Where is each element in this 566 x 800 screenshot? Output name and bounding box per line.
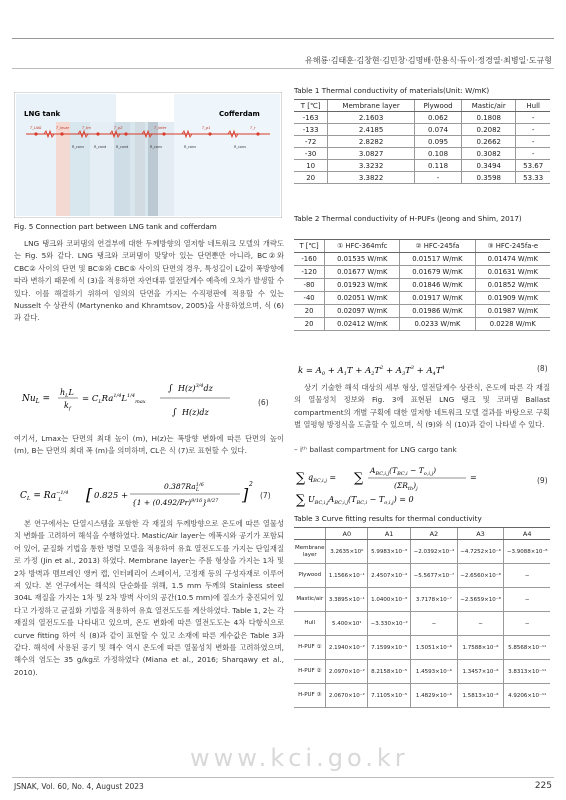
table-cell: 0.01631 W/mK bbox=[475, 266, 550, 279]
svg-text:2: 2 bbox=[249, 481, 253, 488]
table-cell: 0.02051 W/mK bbox=[325, 292, 400, 305]
table-cell: 0.0233 W/mK bbox=[400, 318, 475, 331]
header-rule bbox=[12, 68, 554, 69]
svg-text:T_p1: T_p1 bbox=[202, 126, 211, 130]
table-row bbox=[294, 540, 550, 564]
table-cell: 1.5051×10⁻⁶ bbox=[411, 636, 458, 660]
table-cell: 0.01917 W/mK bbox=[400, 292, 475, 305]
svg-text:kf: $k_f$ bbox=[64, 401, 71, 412]
paragraph-5: – iᵗʰ ballast compartment for LNG cargo tank bbox=[294, 445, 457, 454]
page-number: 225 bbox=[534, 781, 552, 791]
table-cell: 8.2158×10⁻⁵ bbox=[368, 660, 411, 684]
table3-header: A1 bbox=[368, 528, 411, 540]
table2-caption: Table 2 Thermal conductivity of H-PUFs (Jeong and Shim, 2017) bbox=[294, 214, 522, 223]
table-row bbox=[294, 588, 550, 612]
svg-text:{1 + (0.492/Pr)9/16}8/27: $\{1 + (0.492/Pr)^{9/16}\}^{8/27}$ bbox=[132, 498, 219, 507]
table-cell: Plywood bbox=[294, 564, 326, 588]
table-cell: - bbox=[516, 112, 550, 124]
table-cell: 0.01846 W/mK bbox=[400, 279, 475, 292]
table-row bbox=[294, 305, 550, 318]
table-cell: 0.3082 bbox=[462, 148, 516, 160]
paragraph-3: 본 연구에서는 단열시스템을 포함한 각 재질의 두께방향으로 온도에 따른 열물성치 변화를 고려하여 해석을 수행하였다. Mastic/Air layer는 에폭시와 공기가 포함되어 있어, 균질화 기법을 통한 병렬 모델을 적용하여 유효 열전도도를 가지는 단일재질로 가정 (Jin et al., 2013) 하였다. Membrane layer는 주름 형상을 가지는 1차 및 2차 방벽과 멤브레인 앵커 캡, 인터페리어 스페이서, 고정재 등의 구성자재로 이루어져 있다. 본 연구에서는 해석의 단순화를 위해, 1.5 mm 두께의 Stainless steel 304L 재질을 가지는 1차 및 2차 방벽 사이의 공간(10.5 mm)에 질소가 충진되어 있다고 가정하고 균질화 기법을 적용하여 유효 열전도도를 계산하였다. Table 1, 2는 각 재질의 열전도도를 나타내고 있으며, 온도 변화에 따른 열전도도는 4차 다항식으로 curve fitting 하여 식 (8)과 같이 표현할 수 있고 소재에 따른 계수값은 Table 3과 같다. 해석에 사용된 공기 및 해수 역시 온도에 따른 열물성치 변화를 고려하였으며, 해수의 염도는 35 g/kg로 가정하였다 (Miana et al., 2016; Sharqawy et al., 2010). bbox=[14, 519, 284, 677]
table-cell: 1.0400×10⁻³ bbox=[368, 588, 411, 612]
table-cell: 0.01986 W/mK bbox=[400, 305, 475, 318]
table-cell: 2.4185 bbox=[328, 124, 415, 136]
svg-text:=: = bbox=[470, 473, 477, 482]
table-cell: 0.062 bbox=[414, 112, 461, 124]
table-cell: 2.1603 bbox=[328, 112, 415, 124]
table-cell: 0.2082 bbox=[462, 124, 516, 136]
table-cell: 0.01987 W/mK bbox=[475, 305, 550, 318]
table-cell: 3.0827 bbox=[328, 148, 415, 160]
table-row bbox=[294, 136, 550, 148]
table-row bbox=[294, 318, 550, 331]
table-cell: 3.2635×10⁰ bbox=[326, 540, 368, 564]
table1-header: Membrane layer bbox=[328, 100, 415, 112]
table-cell: 20 bbox=[294, 172, 328, 184]
svg-text:T_invar: T_invar bbox=[56, 126, 70, 130]
table-cell: 0.01679 W/mK bbox=[400, 266, 475, 279]
table3-header bbox=[294, 528, 326, 540]
table-cell: 1.4593×10⁻⁶ bbox=[411, 660, 458, 684]
equation-6 bbox=[20, 363, 240, 433]
table-cell: 0.01474 W/mK bbox=[475, 253, 550, 266]
table-cell: 2.0970×10⁻² bbox=[326, 660, 368, 684]
table-cell: 0.118 bbox=[414, 160, 461, 172]
table-cell: −2.6560×10⁻⁸ bbox=[457, 564, 504, 588]
equation-7 bbox=[18, 474, 258, 514]
table-cell: 2.1940×10⁻² bbox=[326, 636, 368, 660]
table-cell: - bbox=[516, 124, 550, 136]
svg-text:hLL: $h_LL$ bbox=[60, 388, 74, 399]
table-row bbox=[294, 148, 550, 160]
svg-text:T_LNG: T_LNG bbox=[30, 126, 42, 130]
svg-text:]: ] bbox=[242, 485, 249, 504]
table-3 bbox=[294, 527, 550, 708]
svg-text:T_inter: T_inter bbox=[154, 126, 167, 130]
table3-header: A2 bbox=[411, 528, 458, 540]
table-cell: Mastic/air bbox=[294, 588, 326, 612]
table1-header: T [℃] bbox=[294, 100, 328, 112]
svg-text:0.387Ra1/6L: $0.387Ra^{1/6}$ L bbox=[164, 482, 204, 493]
table-cell: 4.9206×10⁻¹¹ bbox=[504, 684, 550, 708]
svg-text:qBC,i,j =: $q_{BC,i,j}$ = bbox=[308, 473, 337, 484]
table-cell: − bbox=[504, 564, 550, 588]
table-cell: H-PUF ③ bbox=[294, 684, 326, 708]
table-cell: −5.5677×10⁻⁷ bbox=[411, 564, 458, 588]
table-cell: 5.8568×10⁻¹¹ bbox=[504, 636, 550, 660]
table-row bbox=[294, 612, 550, 636]
table-cell: 0.108 bbox=[414, 148, 461, 160]
table-cell: 0.1808 bbox=[462, 112, 516, 124]
table-cell: 7.1599×10⁻⁵ bbox=[368, 636, 411, 660]
table3-header: A4 bbox=[504, 528, 550, 540]
table-cell: 1.1566×10⁻¹ bbox=[326, 564, 368, 588]
table-cell: Hull bbox=[294, 612, 326, 636]
table-row bbox=[294, 279, 550, 292]
svg-text:∫: ∫ bbox=[168, 384, 173, 394]
svg-text:R_conv: R_conv bbox=[234, 145, 247, 149]
table-cell: 3.3895×10⁻¹ bbox=[326, 588, 368, 612]
svg-text:0.825 +: 0.825 + bbox=[94, 491, 129, 501]
table-row bbox=[294, 124, 550, 136]
equation-9-number: (9) bbox=[537, 476, 548, 485]
svg-text:H(z)3/4dz: $H(z)^{3/4}dz$ bbox=[178, 383, 213, 393]
svg-text:T_r: T_r bbox=[250, 126, 256, 130]
svg-text:NuL =: $Nu_L$ = bbox=[22, 394, 51, 405]
table-cell: 53.33 bbox=[516, 172, 550, 184]
table-row bbox=[294, 564, 550, 588]
svg-text:(ΣRth)j: $(\Sigma R_{th})_j$ bbox=[394, 481, 418, 492]
table-cell: 0.01852 W/mK bbox=[475, 279, 550, 292]
table-cell: - bbox=[516, 148, 550, 160]
table-row bbox=[294, 660, 550, 684]
table-cell: 0.01535 W/mK bbox=[325, 253, 400, 266]
table-cell: 5.400×10¹ bbox=[326, 612, 368, 636]
svg-text:R_conv: R_conv bbox=[150, 145, 163, 149]
table-2 bbox=[294, 239, 550, 331]
table-cell: H-PUF ② bbox=[294, 660, 326, 684]
svg-text:∑: ∑ bbox=[354, 471, 364, 486]
table-cell: -133 bbox=[294, 124, 328, 136]
table-cell: 0.0228 W/mK bbox=[475, 318, 550, 331]
table-row bbox=[294, 684, 550, 708]
svg-text:H(z)dz: H(z)dz bbox=[182, 408, 209, 417]
table-cell: 3.3232 bbox=[328, 160, 415, 172]
svg-text:T_p2: T_p2 bbox=[114, 126, 123, 130]
table-cell: −3.330×10⁻² bbox=[368, 612, 411, 636]
table-cell: 5.9983×10⁻³ bbox=[368, 540, 411, 564]
table-cell: 0.074 bbox=[414, 124, 461, 136]
svg-text:T_tm: T_tm bbox=[82, 126, 91, 130]
table-cell: 0.01923 W/mK bbox=[325, 279, 400, 292]
table-row bbox=[294, 160, 550, 172]
table1-header: Hull bbox=[516, 100, 550, 112]
svg-text:R_conv: R_conv bbox=[184, 145, 197, 149]
table-1 bbox=[294, 99, 550, 184]
equation-8 bbox=[296, 360, 526, 380]
table1-header: Plywood bbox=[414, 100, 461, 112]
page-authors: 유해룡·김태훈·김창현·김민창·김명배·한용식·듀이·정경열·최병일·도규형 bbox=[305, 56, 552, 65]
table-cell: 1.5813×10⁻⁸ bbox=[457, 684, 504, 708]
table-row bbox=[294, 636, 550, 660]
table-cell: 0.2662 bbox=[462, 136, 516, 148]
table-cell: - bbox=[516, 136, 550, 148]
cofferdam-label: Cofferdam bbox=[219, 110, 260, 118]
table-cell: 20 bbox=[294, 305, 325, 318]
figure-5-caption: Fig. 5 Connection part between LNG tank and cofferdam bbox=[14, 222, 217, 231]
lng-tank-label: LNG tank bbox=[24, 110, 61, 118]
figure-5 bbox=[14, 92, 282, 218]
table-row bbox=[294, 292, 550, 305]
table2-header: ③ HFC-245fa-e bbox=[475, 240, 550, 253]
table2-header: ① HFC-364mfc bbox=[325, 240, 400, 253]
table-cell: − bbox=[504, 588, 550, 612]
table1-caption: Table 1 Thermal conductivity of materials(Unit: W/mK) bbox=[294, 86, 490, 95]
equation-7-number: (7) bbox=[260, 491, 271, 500]
table2-header: ② HFC-245fa bbox=[400, 240, 475, 253]
table-cell: 0.01517 W/mK bbox=[400, 253, 475, 266]
footer-rule bbox=[12, 777, 554, 778]
table-cell: 1.4829×10⁻⁶ bbox=[411, 684, 458, 708]
table-cell: 3.8313×10⁻¹¹ bbox=[504, 660, 550, 684]
table-cell: −4.7252×10⁻⁶ bbox=[457, 540, 504, 564]
table-cell: 0.3598 bbox=[462, 172, 516, 184]
header-rule-top bbox=[12, 38, 554, 39]
svg-text:[: [ bbox=[86, 485, 93, 504]
table-cell: − bbox=[504, 612, 550, 636]
table-cell: 0.095 bbox=[414, 136, 461, 148]
paragraph-1: LNG 탱크와 코퍼댐의 연결부에 대한 두께방향의 열저항 네트워크 모델의 개략도는 Fig. 5와 같다. LNG 탱크와 코퍼댐이 맞닿아 있는 단면뿐만 아니라, BC②와 CBC② 사이의 단면 및 BC⑤와 CBC⑤ 사이의 단면의 경우, 특성길이 L값이 폭방향에 따라 변하기 때문에 식 (3)을 적용하면 자연대류 열전달계수 예측에 오차가 발생할 수 있다. 이를 해결하기 위하여 임의의 단면을 가지는 수직평판에 적용할 수 있는 Nusselt 수 상관식 (Martynenko and Khramtsov, 2005)을 사용하였으며, 식 (6)과 같다. bbox=[14, 239, 284, 323]
table-cell: H-PUF ① bbox=[294, 636, 326, 660]
table-row bbox=[294, 266, 550, 279]
svg-text:UBC,i,jABC,i,j(TBC,i − To,i,j): $U_{BC,i,j}A_{BC,i,j}(T_{BC,i} - T_{o,i,j}) = 0$ bbox=[308, 495, 414, 506]
journal-info: JSNAK, Vol. 60, No. 4, August 2023 bbox=[14, 782, 144, 791]
svg-text:CL = Ra−1/4L: $C_L = Ra^{-1/4}$ L bbox=[20, 490, 69, 503]
table-cell: 0.01909 W/mK bbox=[475, 292, 550, 305]
equation-8-number: (8) bbox=[537, 364, 548, 373]
svg-text:R_cond: R_cond bbox=[116, 145, 129, 149]
table-cell: 53.67 bbox=[516, 160, 550, 172]
table-cell: − bbox=[411, 612, 458, 636]
table-cell: 10 bbox=[294, 160, 328, 172]
table3-caption: Table 3 Curve fitting results for thermal conductivity bbox=[294, 514, 482, 523]
table-cell: Membrane layer bbox=[294, 540, 326, 564]
table-cell: -80 bbox=[294, 279, 325, 292]
table-row bbox=[294, 253, 550, 266]
table-cell: −3.9088×10⁻⁸ bbox=[504, 540, 550, 564]
table-cell: 2.4507×10⁻⁴ bbox=[368, 564, 411, 588]
table-cell: − bbox=[457, 612, 504, 636]
table-cell: −2.5659×10⁻⁸ bbox=[457, 588, 504, 612]
table-cell: 1.7588×10⁻⁸ bbox=[457, 636, 504, 660]
svg-text:R_conv: R_conv bbox=[72, 145, 85, 149]
watermark: www.kci.go.kr bbox=[190, 744, 409, 772]
table-row bbox=[294, 172, 550, 184]
table-cell: -160 bbox=[294, 253, 325, 266]
svg-text:ABC,i,j(TBC,i − To,i,j): $A_{BC,i,j}(T_{BC,i} - T_{o,i,j})$ bbox=[370, 466, 437, 477]
table-cell: 7.1105×10⁻⁵ bbox=[368, 684, 411, 708]
svg-text:∫: ∫ bbox=[172, 408, 177, 418]
table3-header: A3 bbox=[457, 528, 504, 540]
table-cell: 3.3822 bbox=[328, 172, 415, 184]
table-cell: 3.7178×10⁻⁷ bbox=[411, 588, 458, 612]
table2-header: T [℃] bbox=[294, 240, 325, 253]
table-cell: -120 bbox=[294, 266, 325, 279]
table-row bbox=[294, 112, 550, 124]
equation-6-number: (6) bbox=[258, 398, 269, 407]
svg-text:R_cond: R_cond bbox=[94, 145, 107, 149]
table-cell: 0.02412 W/mK bbox=[325, 318, 400, 331]
table-cell: 0.01677 W/mK bbox=[325, 266, 400, 279]
table-cell: -163 bbox=[294, 112, 328, 124]
table-cell: 0.02097 W/mK bbox=[325, 305, 400, 318]
table-cell: −2.0392×10⁻⁴ bbox=[411, 540, 458, 564]
figure-5-diagram bbox=[14, 92, 282, 218]
table-cell: -30 bbox=[294, 148, 328, 160]
table-cell: - bbox=[414, 172, 461, 184]
membrane-layer bbox=[56, 122, 70, 216]
paragraph-4: 상기 기술한 해석 대상의 세부 형상, 열전달계수 상관식, 온도에 따른 각 재질의 열물성치 정보와 Fig. 3에 표현된 LNG 탱크 및 코퍼댐 Ballast compartment의 개별 구획에 대한 열저항 네트워크 모델 결과를 바탕으로 구획별 열평형 방정식을 도출할 수 있으며, 식 (9)와 식 (10)과 같이 나타낼 수 있다. bbox=[294, 383, 550, 430]
table3-header: A0 bbox=[326, 528, 368, 540]
svg-text:k = A0 + A1T + A2T2 + A3T3 + A: $k = A_0 + A_1T + A_2T^2 + A_3T^3 + A_4T^4$ bbox=[298, 365, 445, 377]
table-cell: 0.3494 bbox=[462, 160, 516, 172]
svg-text:∑: ∑ bbox=[296, 471, 306, 486]
table-cell: -40 bbox=[294, 292, 325, 305]
table-cell: 2.0670×10⁻² bbox=[326, 684, 368, 708]
table-cell: 1.3457×10⁻⁸ bbox=[457, 660, 504, 684]
table1-header: Mastic/air bbox=[462, 100, 516, 112]
equation-9 bbox=[294, 458, 530, 510]
paragraph-2: 여기서, Lmax는 단면의 최대 높이 (m), H(z)는 폭방향 변화에 따른 단면의 높이 (m), B는 단면의 최대 폭 (m)을 의미하며, CL은 식 (7)로 표현할 수 있다. bbox=[14, 434, 284, 456]
table-cell: -72 bbox=[294, 136, 328, 148]
table-cell: 20 bbox=[294, 318, 325, 331]
table-cell: 2.8282 bbox=[328, 136, 415, 148]
svg-text:= CLRa1/4L1/4max: = $C_LRa^{1/4}L^{1/4}_{max}$ bbox=[82, 393, 146, 405]
svg-text:∑: ∑ bbox=[296, 493, 306, 508]
